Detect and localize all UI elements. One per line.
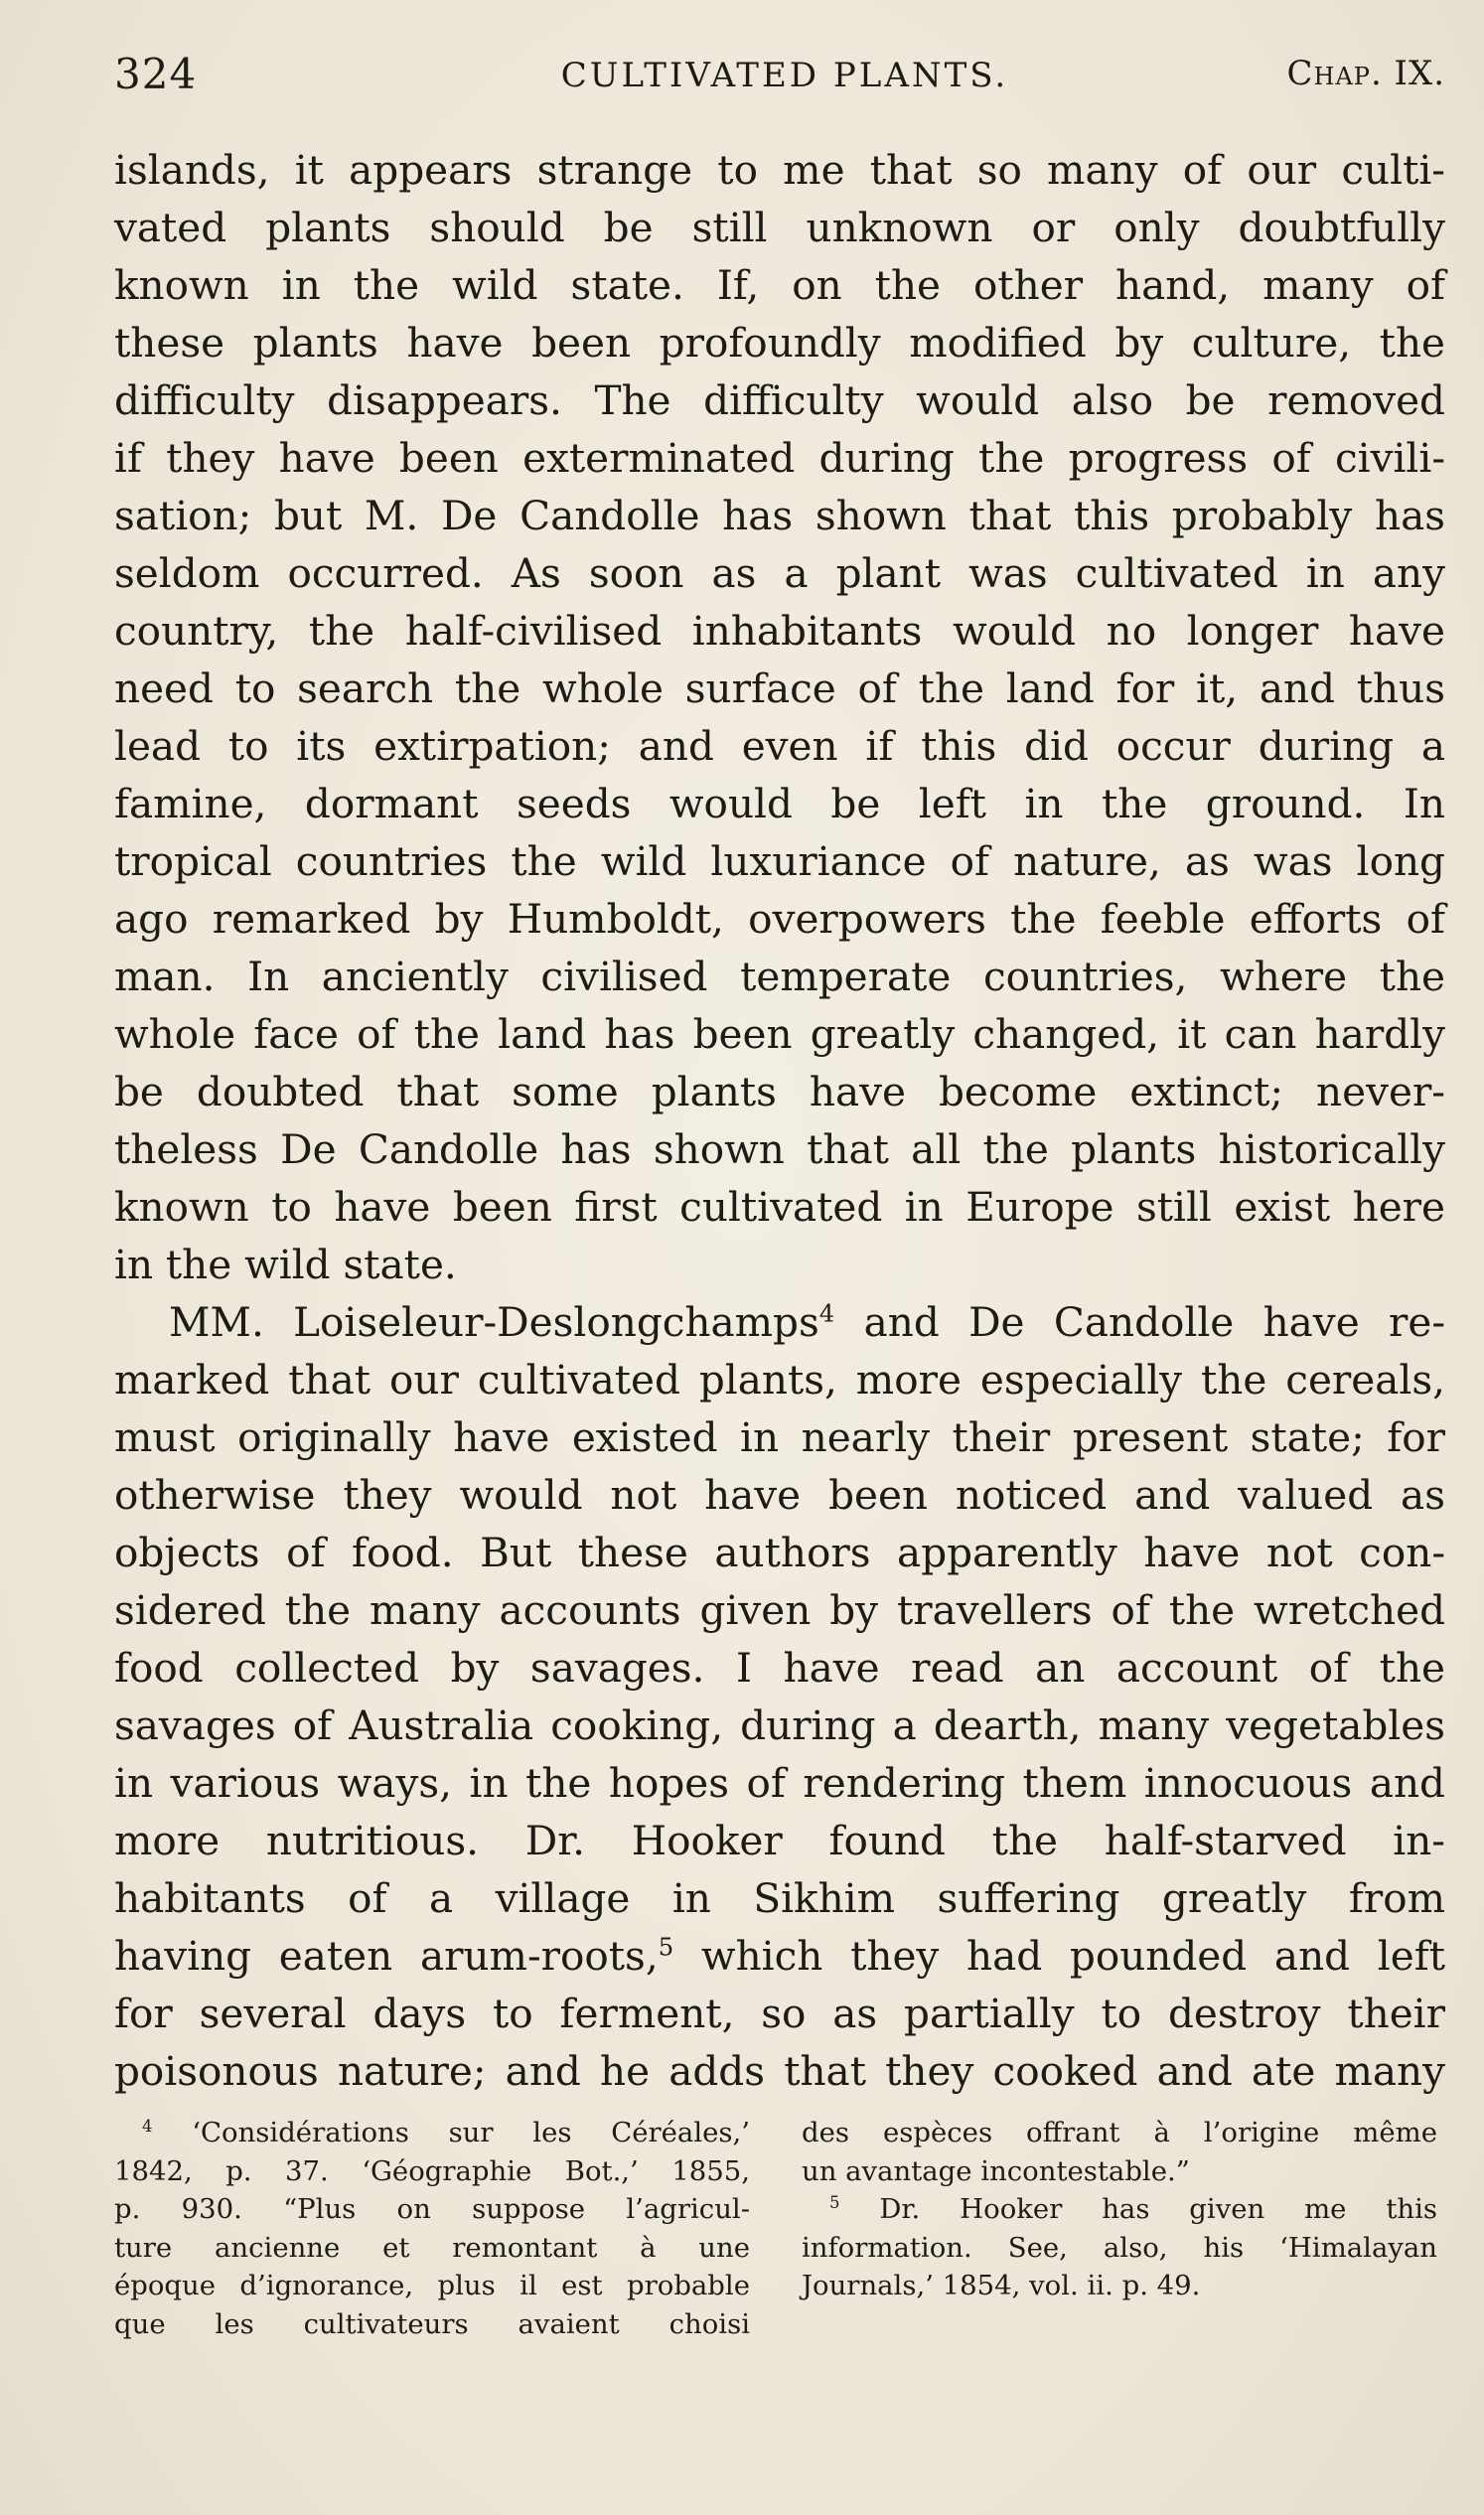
footnote-marker-4: 4 (142, 2116, 153, 2136)
footnote-ref-4: 4 (818, 1298, 835, 1328)
text-line: for several days to ferment, so as partially to destroy their (114, 1990, 1445, 2037)
text-line: known in the wild state. If, on the other hand, many of (114, 261, 1445, 309)
footnote-line: époque d’ignorance, plus il est probable (114, 2270, 750, 2301)
footnote-line: p. 930. “Plus on suppose l’agricul- (114, 2193, 750, 2225)
text-line: in various ways, in the hopes of rendering them innocuous and (114, 1759, 1445, 1807)
footnote-line: des espèces offrant à l’origine même (802, 2117, 1437, 2148)
text-line: food collected by savages. I have read an account of the (114, 1644, 1445, 1692)
text-line: theless De Candolle has shown that all the plants historically (114, 1125, 1445, 1173)
footnote-line (802, 2190, 1437, 2229)
text-line: be doubted that some plants have become extinct; never- (114, 1068, 1445, 1115)
paragraph-1 (114, 141, 1445, 1293)
text-line: more nutritious. Dr. Hooker found the half-starved in- (114, 1817, 1445, 1864)
text-line: known to have been first cultivated in Europe still exist here (114, 1183, 1445, 1231)
text-line: objects of food. But these authors apparently have not con- (114, 1529, 1445, 1576)
text-line: in the wild state. (114, 1241, 457, 1288)
text-line: sidered the many accounts given by travellers of the wretched (114, 1586, 1445, 1634)
text-segment: which they had pounded and left (673, 1932, 1445, 1980)
text-segment: Dr. Hooker has given me this (839, 2193, 1437, 2225)
text-line: islands, it appears strange to me that so many of our culti- (114, 146, 1445, 194)
text-line: lead to its extirpation; and even if this did occur during a (114, 722, 1445, 770)
text-line: marked that our cultivated plants, more especially the cereals, (114, 1356, 1445, 1404)
text-line: need to search the whole surface of the land for it, and thus (114, 665, 1445, 712)
text-line: vated plants should be still unknown or only doubtfully (114, 204, 1445, 251)
footnote-line: que les cultivateurs avaient choisi (114, 2307, 750, 2340)
text-line: ago remarked by Humboldt, overpowers the feeble efforts of (114, 895, 1445, 943)
footnote-line: un avantage incontestable.” (802, 2154, 1190, 2187)
footnote-column-right (802, 2114, 1437, 2305)
running-head (114, 50, 1445, 99)
text-line: famine, dormant seeds would be left in the ground. In (114, 780, 1445, 827)
text-line (114, 1927, 1445, 1985)
text-segment: and De Candolle have re- (834, 1298, 1446, 1346)
body-text (114, 141, 1445, 2100)
text-line: seldom occurred. As soon as a plant was cultivated in any (114, 549, 1445, 597)
text-line: man. In anciently civilised temperate countries, where the (114, 953, 1445, 1000)
text-line: tropical countries the wild luxuriance of nature, as was long (114, 837, 1445, 885)
text-line: habitants of a village in Sikhim suffering greatly from (114, 1874, 1445, 1922)
paragraph-2 (114, 1293, 1445, 2100)
text-line: difficulty disappears. The difficulty would also be removed (114, 376, 1445, 424)
footnote-line (114, 2114, 750, 2152)
footnote-line: 1842, p. 37. ‘Géographie Bot.,’ 1855, (114, 2154, 750, 2187)
text-line: savages of Australia cooking, during a dearth, many vegetables (114, 1701, 1445, 1749)
text-segment: having eaten arum-roots, (114, 1932, 659, 1980)
page-number: 324 (114, 50, 198, 98)
footnote-line: Journals,’ 1854, vol. ii. p. 49. (802, 2270, 1201, 2301)
text-line: if they have been exterminated during the progress of civili- (114, 434, 1445, 482)
text-line: sation; but M. De Candolle has shown that this probably has (114, 492, 1445, 539)
text-line (114, 1293, 1445, 1351)
text-line: must originally have existed in nearly their present state; for (114, 1413, 1445, 1461)
chapter-reference: Chap. IX. (1286, 54, 1445, 93)
footnote-line: information. See, also, his ‘Himalayan (802, 2231, 1437, 2264)
footnote-ref-5: 5 (658, 1932, 674, 1962)
text-segment: ‘Considérations sur les Céréales,’ (152, 2117, 750, 2148)
text-line: whole face of the land has been greatly changed, it can hardly (114, 1010, 1445, 1058)
text-segment: MM. Loiseleur-Deslongchamps (169, 1298, 819, 1346)
footnote-marker-5: 5 (829, 2192, 840, 2212)
chapter-title: CULTIVATED PLANTS. (560, 56, 1009, 95)
text-line: country, the half-civilised inhabitants would no longer have (114, 607, 1445, 655)
text-line: otherwise they would not have been noticed and valued as (114, 1471, 1445, 1519)
footnote-line: ture ancienne et remontant à une (114, 2231, 750, 2264)
footnote-column-left (114, 2114, 750, 2343)
text-line: poisonous nature; and he adds that they cooked and ate many (114, 2047, 1445, 2095)
text-line: these plants have been profoundly modified by culture, the (114, 319, 1445, 367)
